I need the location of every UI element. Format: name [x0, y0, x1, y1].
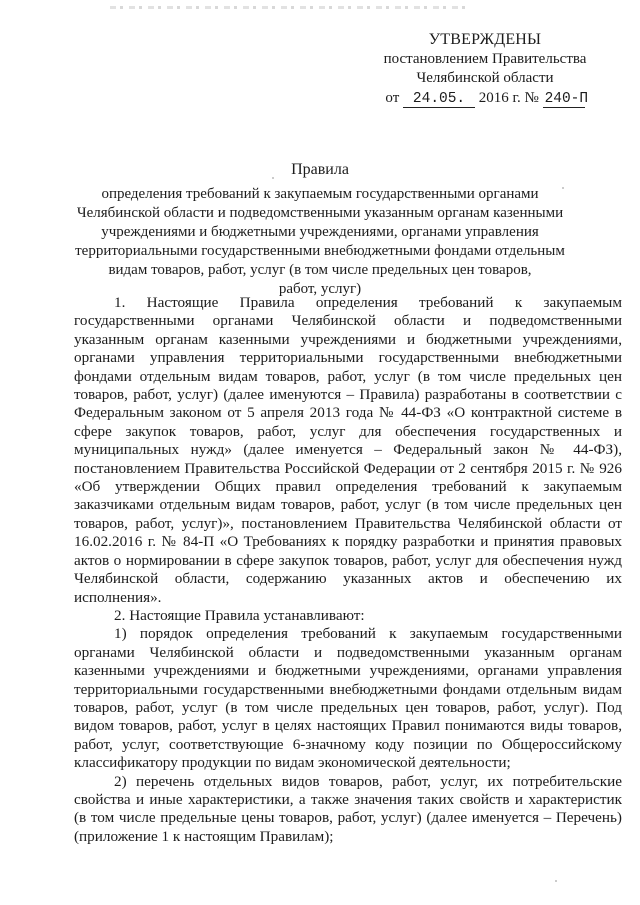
title-line: территориальными государственными внебюджетными фондами отдельным — [75, 243, 565, 259]
title-heading: Правила — [291, 161, 349, 178]
scan-artifact-dot — [555, 880, 557, 882]
approval-year-text: 2016 г. № — [478, 89, 539, 106]
paragraph-1: 1. Настоящие Правила определения требований к закупаемым государственными органами Челябинской области и подведомственными указанным органам казенными учреждениями и бюджетными учреждениями, органами управления территориальными государственными внебюджетными фондами отдельным видам товаров, работ, услуг (в том числе предельных цен товаров, работ, услуг) (далее именуются – Правила) разработаны в соответствии с Федеральным законом от 5 апреля 2013 года № 44-ФЗ «О контрактной системе в сфере закупок товаров, работ, услуг для обеспечения государственных и муниципальных нужд» (далее именуется – Федеральный закон № 44-ФЗ), постановлением Правительства Российской Федерации от 2 сентября 2015 г. № 926 «Об утверждении Общих правил определения требований к закупаемым заказчиками отдельным видам товаров, работ, услуг (в том числе предельных цен товаров, работ, услуг)», постановлением Правительства Челябинской области от 16.02.2016 г. № 84-П «О Требованиях к порядку разработки и принятия правовых актов о нормировании в сфере закупок товаров, работ, услуг для обеспечения нужд Челябинской области, содержанию указанных актов и обеспечению их исполнения». — [74, 294, 622, 606]
approval-line-1: постановлением Правительства — [383, 50, 587, 67]
paragraph-2: 2. Настоящие Правила устанавливают: — [114, 606, 365, 624]
document-body — [74, 294, 622, 846]
title-line: Челябинской области и подведомственными указанным органам казенными — [76, 205, 564, 221]
approval-line-2: Челябинской области — [416, 70, 554, 86]
title-line: определения требований к закупаемым государственными органами — [101, 186, 539, 202]
approval-stamp — [360, 30, 610, 108]
approval-heading: УТВЕРЖДЕНЫ — [428, 31, 542, 48]
approval-date-line — [360, 89, 610, 109]
scan-artifact-top — [110, 6, 470, 9]
paragraph-2-item-1: 1) порядок определения требований к закупаемым государственными органами Челябинской области и подведомственными указанным органам казенными учреждениями и бюджетными учреждениями, органами управления территориальными государственными внебюджетными фондами отдельным видам товаров, работ, услуг (в том числе предельных цен товаров, работ, услуг). Под видом товаров, работ, услуг в целях настоящих Правил понимаются виды товаров, работ, услуг, соответствующие 6-значному коду позиции по Общероссийскому классификатору продукции по видам экономической деятельности; — [74, 625, 622, 772]
paragraph-2-item-2: 2) перечень отдельных видов товаров, работ, услуг, их потребительские свойства и иные характеристики, а также значения таких свойств и характеристик (в том числе предельные цены товаров, работ, услуг) (далее именуется – Перечень) (приложение 1 к настоящим Правилам); — [74, 772, 622, 845]
title-line: работ, услуг) — [278, 281, 362, 297]
approval-number-value: 240-П — [544, 90, 589, 107]
approval-date-value: 24.05. — [403, 92, 475, 108]
title-line: видам товаров, работ, услуг (в том числе предельных цен товаров, — [108, 262, 532, 278]
title-line: учреждениями и бюджетными учреждениями, органами управления — [101, 224, 539, 240]
document-title — [70, 160, 570, 299]
approval-date-prefix: от — [385, 89, 400, 106]
